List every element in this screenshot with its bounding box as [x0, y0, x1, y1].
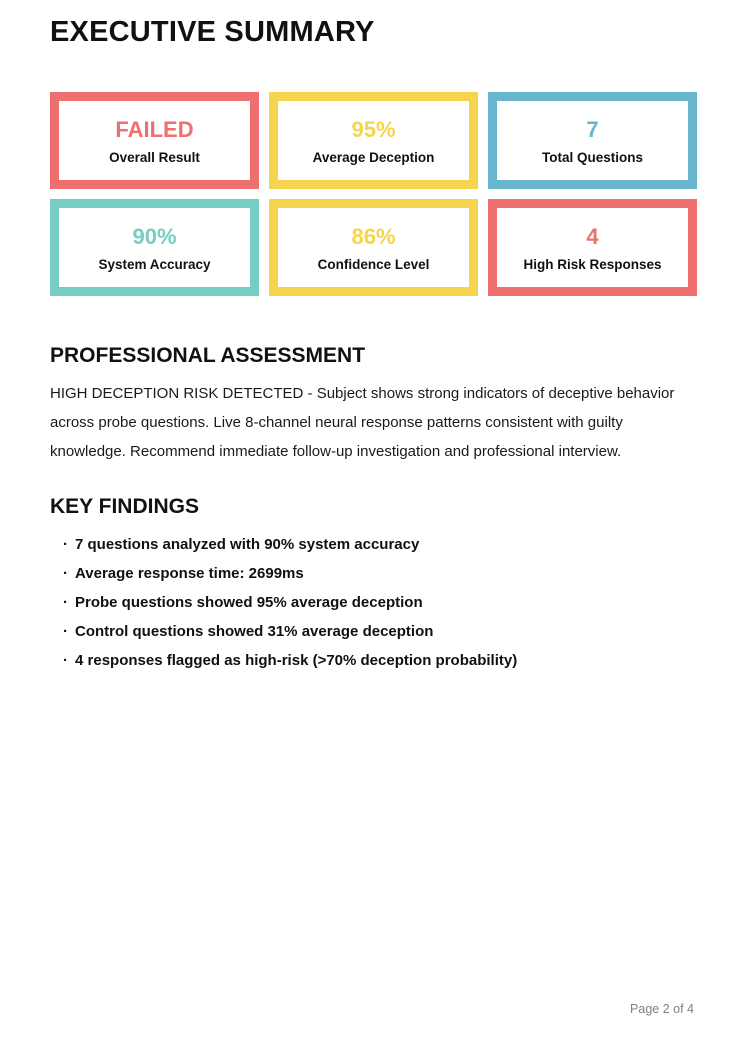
stat-card-average-deception: [269, 92, 478, 189]
stat-label: High Risk Responses: [523, 256, 662, 272]
stat-label: Overall Result: [109, 149, 200, 165]
finding-item: · Control questions showed 31% average deception: [63, 617, 697, 646]
stat-value: 90%: [132, 223, 177, 249]
stat-label: Average Deception: [312, 149, 435, 165]
key-findings-list: [50, 530, 697, 675]
finding-item: · Average response time: 2699ms: [63, 559, 697, 588]
professional-assessment-heading: PROFESSIONAL ASSESSMENT: [50, 344, 366, 367]
stat-card-confidence-level: [269, 199, 478, 296]
professional-assessment-body: HIGH DECEPTION RISK DETECTED - Subject shows strong indicators of deceptive behavior across probe questions. Live 8-channel neural response patterns consistent with guilty knowledge. Recommend immediate follow-up investigation and professional interview.: [50, 385, 675, 460]
stat-value: 7: [586, 116, 599, 142]
stat-card-overall-result: [50, 92, 259, 189]
stat-label: Confidence Level: [317, 256, 430, 272]
finding-item: · 4 responses flagged as high-risk (>70% deception probability): [63, 646, 697, 675]
summary-cards: [50, 92, 697, 296]
stat-card-system-accuracy: [50, 199, 259, 296]
stat-card-total-questions: [488, 92, 697, 189]
stat-value: 4: [586, 223, 599, 249]
key-findings-heading: KEY FINDINGS: [50, 495, 199, 518]
stat-card-high-risk-responses: [488, 199, 697, 296]
stat-value: 95%: [351, 116, 396, 142]
page-title: EXECUTIVE SUMMARY: [50, 16, 375, 48]
page-number: Page 2 of 4: [630, 1002, 694, 1016]
finding-item: · 7 questions analyzed with 90% system accuracy: [63, 530, 697, 559]
stat-value: 86%: [351, 223, 396, 249]
stat-value: FAILED: [115, 116, 194, 142]
finding-item: · Probe questions showed 95% average deception: [63, 588, 697, 617]
stat-label: Total Questions: [541, 149, 643, 165]
stat-label: System Accuracy: [98, 256, 211, 272]
